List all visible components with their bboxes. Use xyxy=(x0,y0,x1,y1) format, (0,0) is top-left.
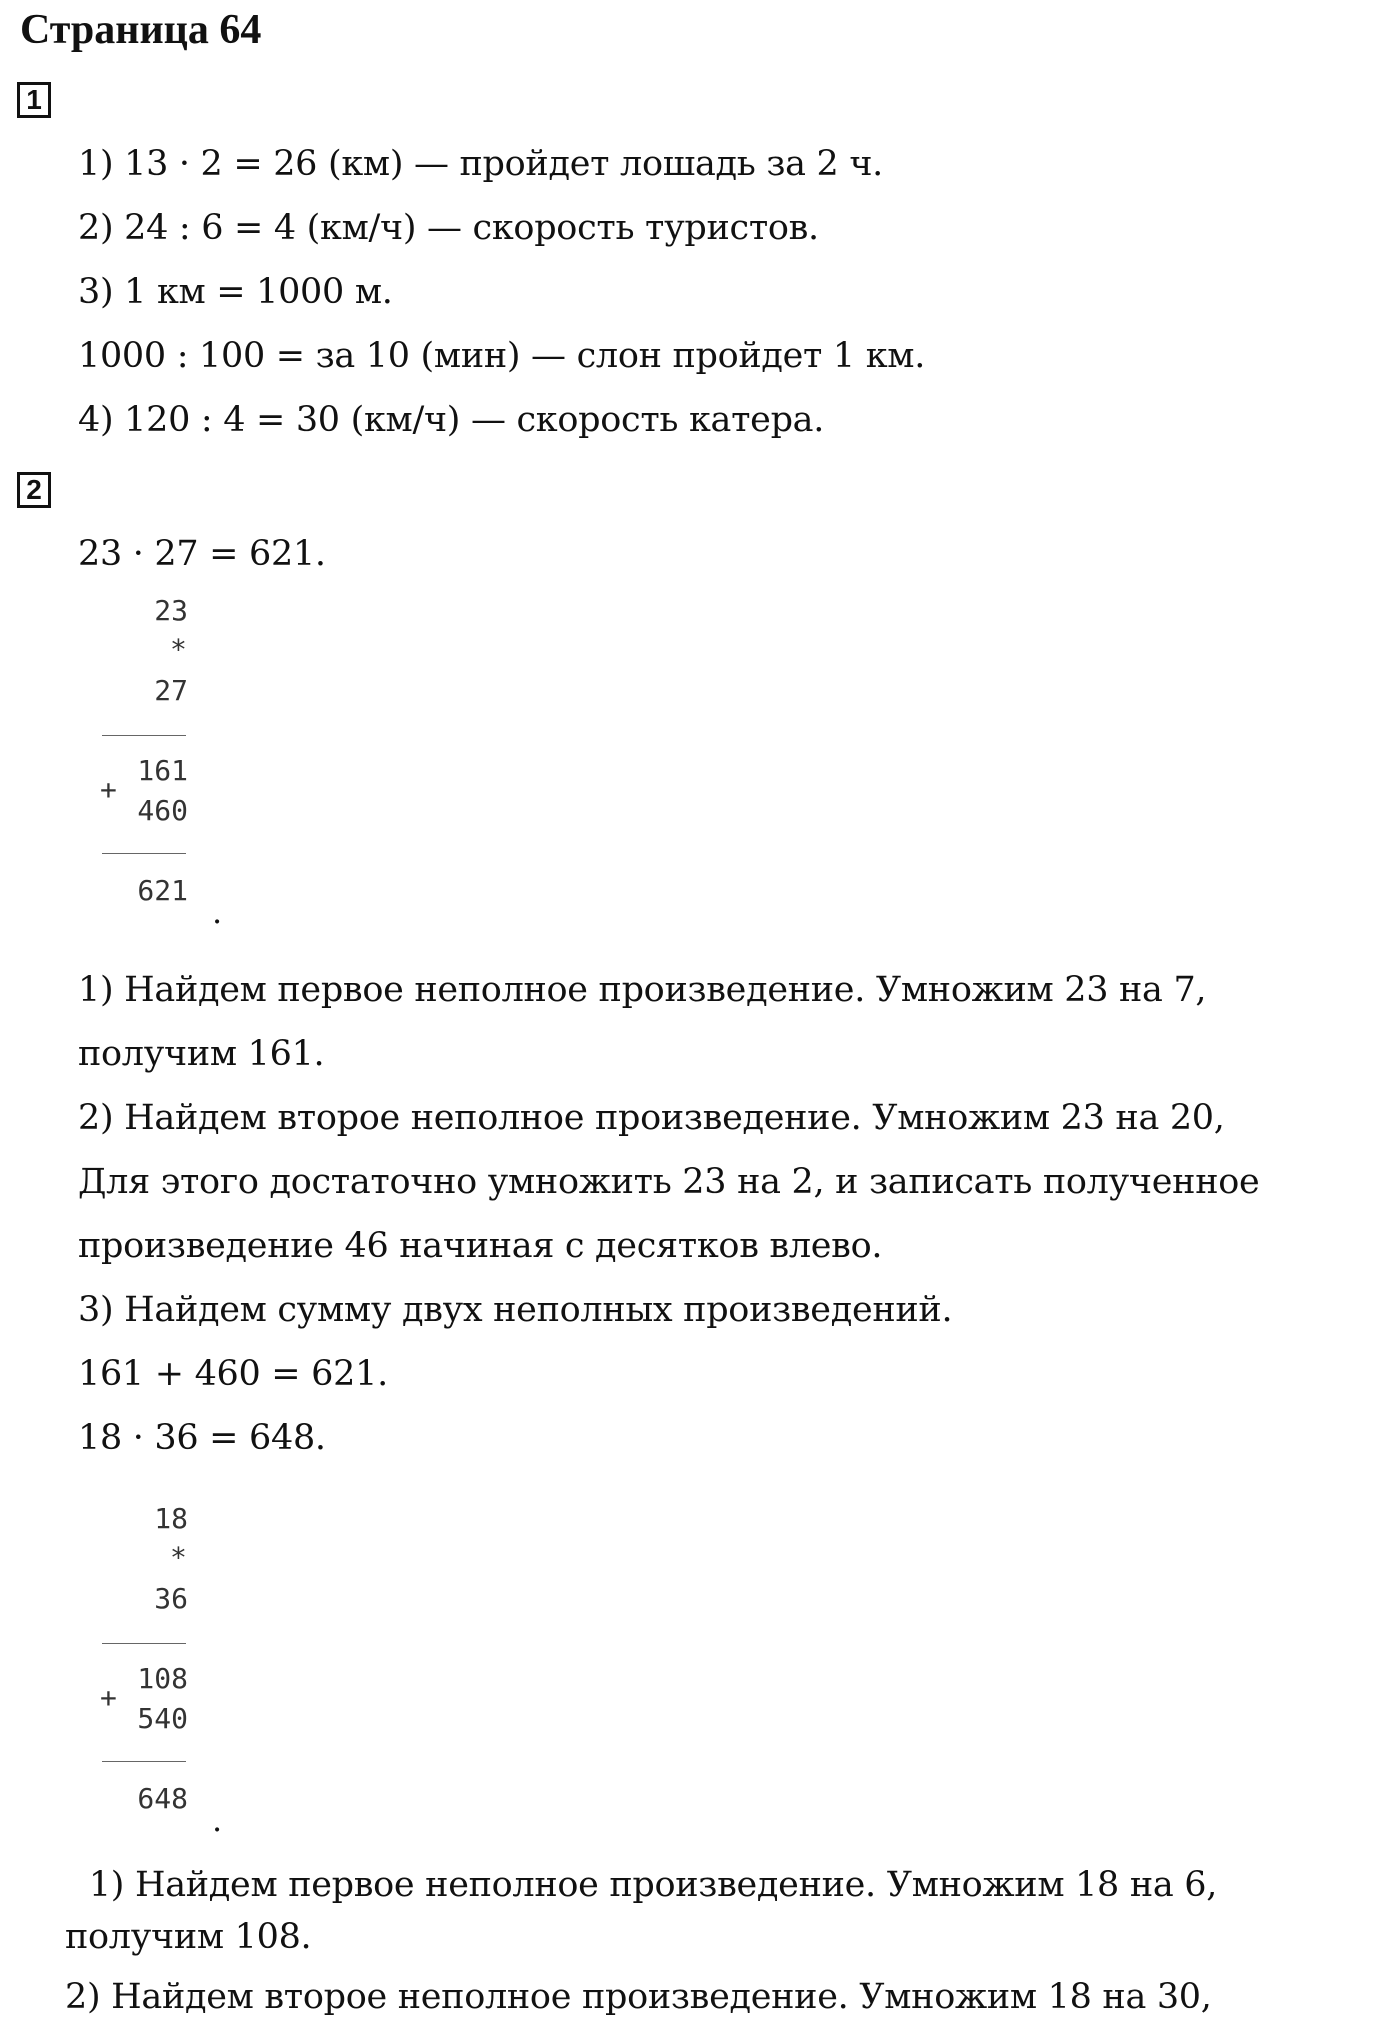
partial-product-1: 108 xyxy=(137,1662,188,1695)
explanation-line: получим 108. xyxy=(65,1917,312,1957)
task-number-1: 1 xyxy=(17,82,51,118)
explanation-line: 18 · 36 = 648. xyxy=(78,1418,326,1458)
multiplier: 27 xyxy=(154,674,188,707)
rule-line xyxy=(102,735,186,736)
task1-line-3: 3) 1 км = 1000 м. xyxy=(78,272,393,312)
explanation-line: 2) Найдем второе неполное произведение. Умножим 18 на 30, xyxy=(65,1977,1212,2017)
rule-line xyxy=(102,1761,186,1762)
plus-sign: + xyxy=(100,773,117,806)
task2-intro: 23 · 27 = 621. xyxy=(78,534,326,574)
multiplicand: 18 xyxy=(154,1502,188,1535)
explanation-line: произведение 46 начиная с десятков влево. xyxy=(78,1226,883,1266)
partial-product-2: 460 xyxy=(137,794,188,827)
explanation-line: 161 + 460 = 621. xyxy=(78,1354,388,1394)
column-multiplication-2 xyxy=(100,1502,223,1839)
explanation-line: 2) Найдем второе неполное произведение. Умножим 23 на 20, xyxy=(78,1098,1225,1138)
product-result: 648 xyxy=(137,1782,188,1815)
multiply-sign: * xyxy=(170,633,187,666)
partial-product-1: 161 xyxy=(137,754,188,787)
explanation-line: Для этого достаточно умножить 23 на 2, и записать полученное xyxy=(78,1162,1260,1202)
partial-product-2: 540 xyxy=(137,1702,188,1735)
end-dot: . xyxy=(212,893,223,931)
task1-line-2: 2) 24 : 6 = 4 (км/ч) — скорость туристов. xyxy=(78,208,819,248)
explanation-line: 1) Найдем первое неполное произведение. Умножим 18 на 6, xyxy=(78,1865,1218,1905)
product-result: 621 xyxy=(137,874,188,907)
column-multiplication-1 xyxy=(100,594,223,931)
multiplier: 36 xyxy=(154,1582,188,1615)
plus-sign: + xyxy=(100,1681,117,1714)
task-number-2: 2 xyxy=(17,472,51,508)
page-title: Страница 64 xyxy=(20,7,262,53)
rule-line xyxy=(102,853,186,854)
end-dot: . xyxy=(212,1801,223,1839)
explanation-line: получим 161. xyxy=(78,1034,325,1074)
multiply-sign: * xyxy=(170,1541,187,1574)
explanation-line: 1) Найдем первое неполное произведение. Умножим 23 на 7, xyxy=(78,970,1207,1010)
rule-line xyxy=(102,1643,186,1644)
task1-line-5: 4) 120 : 4 = 30 (км/ч) — скорость катера. xyxy=(78,400,825,440)
multiplicand: 23 xyxy=(154,594,188,627)
task1-line-4: 1000 : 100 = за 10 (мин) — слон пройдет 1 км. xyxy=(78,336,926,376)
explanation-line: 3) Найдем сумму двух неполных произведений. xyxy=(78,1290,953,1330)
task1-line-1: 1) 13 · 2 = 26 (км) — пройдет лошадь за 2 ч. xyxy=(78,144,883,184)
